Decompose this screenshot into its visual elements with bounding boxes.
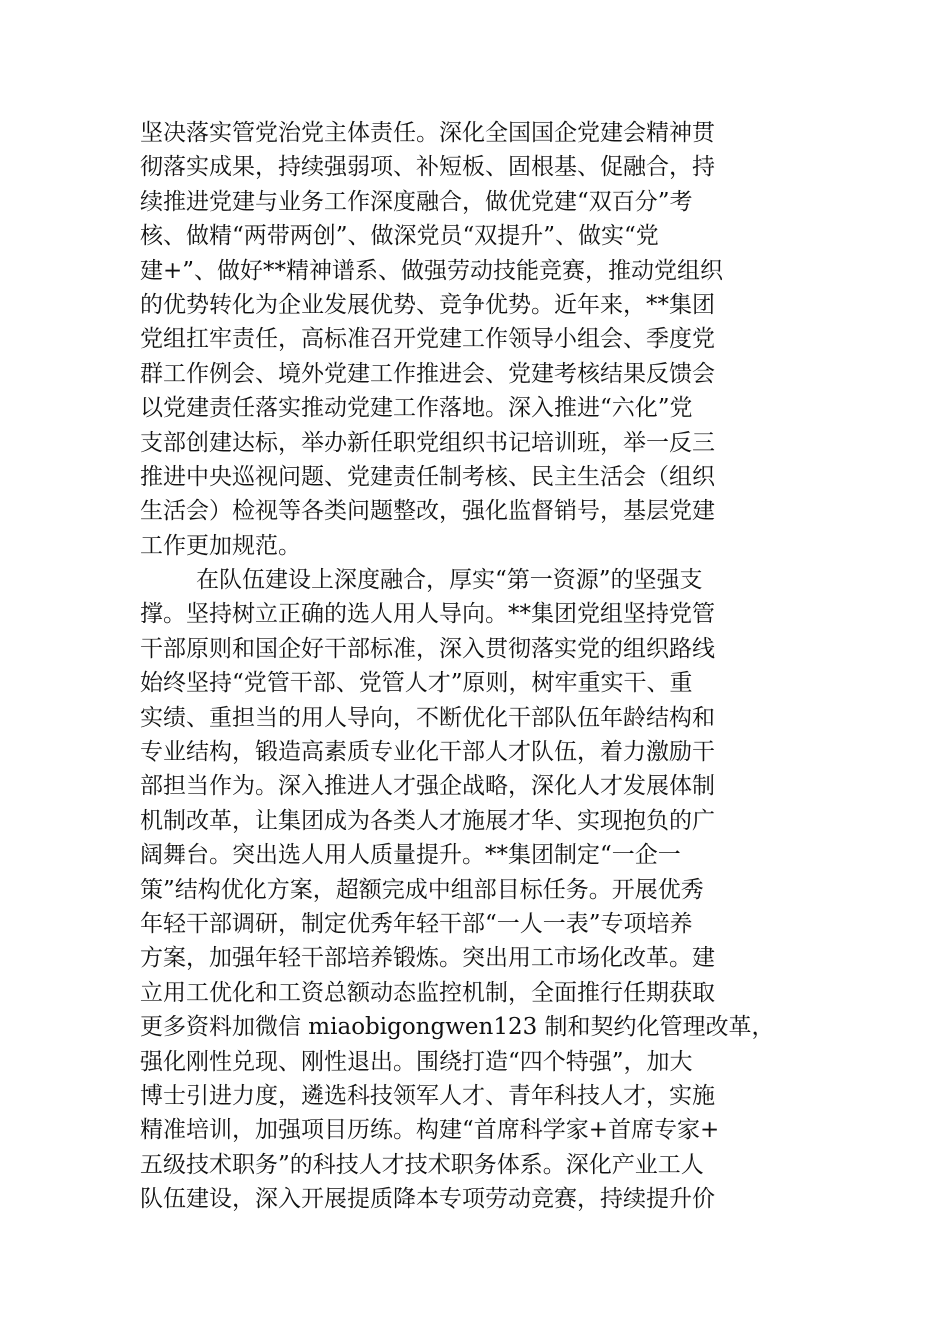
text-line: 续推进党建与业务工作深度融合，做优党建“双百分”考: [140, 188, 693, 215]
text-line: 方案，加强年轻干部培养锻炼。突出用工市场化改革。建: [140, 945, 715, 972]
text-line: 五级技术职务”的科技人才技术职务体系。深化产业工人: [140, 1151, 704, 1178]
text-line: 推进中央巡视问题、党建责任制考核、民主生活会（组织: [140, 463, 715, 490]
text-line: 建+”、做好**精神谱系、做强劳动技能竞赛，推动党组织: [140, 257, 724, 284]
text-line: 博士引进力度，遴选科技领军人才、青年科技人才，实施: [140, 1082, 715, 1109]
text-line: 专业结构，锻造高素质专业化干部人才队伍，着力激励干: [140, 739, 715, 766]
text-line: 部担当作为。深入推进人才强企战略，深化人才发展体制: [140, 773, 715, 800]
text-line-indented: 在队伍建设上深度融合，厚实“第一资源”的坚强支: [196, 567, 703, 594]
paragraph-2: [140, 563, 810, 1216]
text-line: 群工作例会、境外党建工作推进会、党建考核结果反馈会: [140, 360, 715, 387]
text-line: 彻落实成果，持续强弱项、补短板、固根基、促融合，持: [140, 154, 715, 181]
text-line: 阔舞台。突出选人用人质量提升。**集团制定“一企一: [140, 842, 681, 869]
text-line: 干部原则和国企好干部标准，深入贯彻落实党的组织路线: [140, 635, 715, 662]
text-line: 的优势转化为企业发展优势、竞争优势。近年来，**集团: [140, 291, 715, 318]
text-line: 坚决落实管党治党主体责任。深化全国国企党建会精神贯: [140, 120, 715, 146]
text-line: 生活会）检视等各类问题整改，强化监督销号，基层党建: [140, 498, 715, 525]
text-line: 以党建责任落实推动党建工作落地。深入推进“六化”党: [140, 395, 693, 422]
text-line: 立用工优化和工资总额动态监控机制，全面推行任期获取: [140, 979, 715, 1006]
text-line: 核、做精“两带两创”、做深党员“双提升”、做实“党: [140, 223, 659, 250]
text-line: 始终坚持“党管干部、党管人才”原则，树牢重实干、重: [140, 670, 693, 697]
text-line: 年轻干部调研，制定优秀年轻干部“一人一表”专项培养: [140, 910, 693, 937]
text-line: 队伍建设，深入开展提质降本专项劳动竞赛，持续提升价: [140, 1186, 715, 1213]
body-text: [140, 116, 810, 1217]
text-line: 支部创建达标，举办新任职党组织书记培训班，举一反三: [140, 429, 715, 456]
text-line: 机制改革，让集团成为各类人才施展才华、实现抱负的广: [140, 807, 715, 834]
text-line: 实绩、重担当的用人导向，不断优化干部队伍年龄结构和: [140, 704, 715, 731]
text-line: 更多资料加微信 miaobigongwen123 制和契约化管理改革，: [140, 1014, 775, 1041]
text-line: 撑。坚持树立正确的选人用人导向。**集团党组坚持党管: [140, 601, 715, 628]
text-line: 精准培训，加强项目历练。构建“首席科学家+首席专家+: [140, 1117, 720, 1144]
text-line: 强化刚性兑现、刚性退出。围绕打造“四个特强”，加大: [140, 1048, 693, 1075]
text-line: 党组扛牢责任，高标准召开党建工作领导小组会、季度党: [140, 326, 715, 353]
paragraph-1: [140, 116, 810, 563]
text-line: 策”结构优化方案，超额完成中组部目标任务。开展优秀: [140, 876, 704, 903]
text-line: 工作更加规范。: [140, 532, 301, 559]
